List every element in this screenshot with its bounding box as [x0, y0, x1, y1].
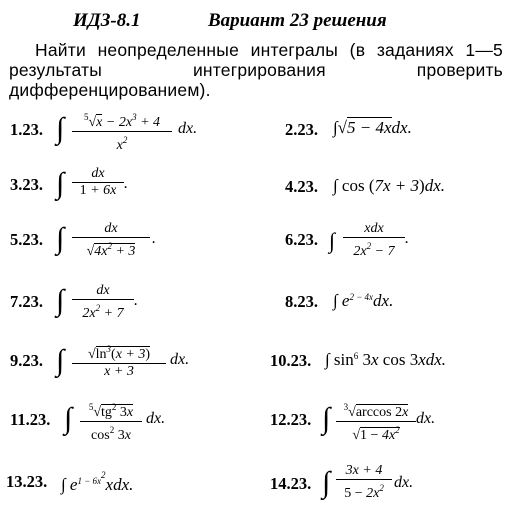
problem-expression: dx 1 + 6x — [72, 167, 124, 198]
problem-number: 8.23. — [285, 292, 318, 311]
instructions-text: Найти неопределенные интегралы (в заданиях 1—5 результаты интегрирования проверить дифференцированием). — [9, 40, 503, 100]
problem-expression: xdx $2x^2 - 7$ — [343, 222, 405, 259]
problem-number: 10.23. — [270, 351, 312, 370]
problem-9: 9.23. ∫ $√\ln^3(x + 3)$ x + 3 dx. — [10, 344, 190, 379]
instructions — [9, 40, 503, 100]
problem-4 — [285, 163, 505, 207]
problem-7: 7.23. ∫ dx $2x^2 + 7$ . — [10, 283, 138, 321]
problem-13 — [6, 460, 260, 504]
integral-sign: ∫ — [322, 402, 331, 435]
variant-title: Вариант 23 решения — [208, 10, 387, 31]
problem-number: 6.23. — [285, 230, 318, 249]
problem-5: 5.23. ∫ dx $√4x^2 + 3$ . — [10, 221, 156, 259]
problem-number: 14.23. — [270, 474, 312, 493]
problem-6: 6.23. ∫ xdx $2x^2 - 7$ . — [285, 221, 409, 259]
integral-sign: ∫ — [56, 167, 65, 200]
problem-expression: ∫ cos (7x + 3)dx. — [333, 176, 445, 195]
problem-expression: dx $2x^2 + 7$ — [72, 284, 134, 321]
problem-expression: $^5√x - 2x^3 + 4$ $x^2$ — [72, 110, 172, 153]
integral-sign: ∫ — [56, 222, 65, 255]
problem-8 — [285, 280, 505, 324]
assignment-code: ИДЗ-8.1 — [73, 10, 141, 31]
problem-expression: ∫ $\sin^6 3x$ cos 3xdx. — [325, 350, 447, 369]
problem-2 — [285, 108, 505, 152]
problem-number: 9.23. — [10, 351, 43, 370]
problem-expression: dx $√4x^2 + 3$ — [72, 222, 150, 259]
problem-expression: $^3$√arccos 2x $√1 - 4x^2$ — [336, 400, 416, 443]
problem-number: 3.23. — [10, 175, 43, 194]
problem-number: 2.23. — [285, 120, 318, 139]
problem-11: 11.23. ∫ $^5√tg^2$ 3x $\cos^2 3x$ dx. — [10, 402, 166, 443]
problem-expression: 3x + 4 $5 - 2x^2$ — [336, 464, 392, 501]
problem-12: 12.23. ∫ $^3$√arccos 2x $√1 - 4x^2$ dx. — [270, 402, 436, 443]
problem-1: 1.23. ∫ $^5√x - 2x^3 + 4$ $x^2$ dx. — [10, 112, 198, 153]
integral-sign: ∫ — [329, 228, 336, 253]
integral-sign: ∫ — [64, 402, 73, 435]
problem-14: 14.23. ∫ 3x + 4 $5 - 2x^2$ dx. — [270, 463, 414, 501]
problem-expression: ∫ $e^{2 - 4x}dx$. — [333, 291, 394, 310]
problem-number: 4.23. — [285, 177, 318, 196]
problem-expression: $√\ln^3(x + 3)$ x + 3 — [72, 342, 166, 379]
integral-sign: ∫ — [56, 112, 65, 145]
problem-10 — [270, 338, 505, 386]
integral-sign: ∫ — [56, 284, 65, 317]
page-header — [0, 8, 510, 34]
problem-number: 7.23. — [10, 292, 43, 311]
problem-expression: $^5√tg^2$ 3x $\cos^2 3x$ — [80, 400, 142, 443]
integral-sign: ∫ — [322, 466, 331, 499]
integral-sign: ∫ — [56, 344, 65, 377]
problem-number: 5.23. — [10, 230, 43, 249]
problem-number: 11.23. — [10, 410, 51, 429]
problem-number: 12.23. — [270, 410, 312, 429]
problem-expression: ∫√5 − 4xdx. — [333, 118, 412, 137]
problem-number: 1.23. — [10, 120, 43, 139]
problem-expression: ∫ $e^{1 - 6x^2}xdx$. — [61, 470, 134, 494]
problem-number: 13.23. — [6, 472, 48, 491]
problem-3: 3.23. ∫ dx 1 + 6x . — [10, 166, 128, 200]
